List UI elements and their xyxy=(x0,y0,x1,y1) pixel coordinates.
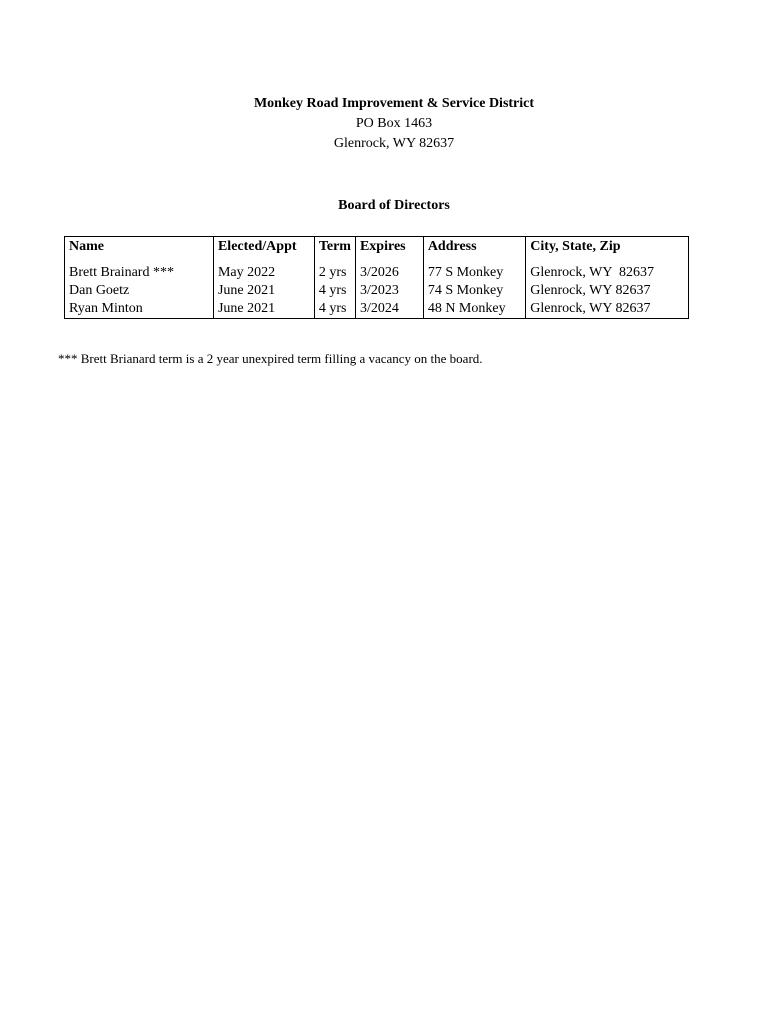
cell-term: 2 yrs xyxy=(314,264,355,282)
cell-city: Glenrock, WY 82637 xyxy=(526,300,689,319)
cell-elected: May 2022 xyxy=(213,264,314,282)
po-box: PO Box 1463 xyxy=(355,116,433,131)
cell-city: Glenrock, WY 82637 xyxy=(526,264,689,282)
organization-name: Monkey Road Improvement & Service District xyxy=(253,96,535,111)
column-header: Elected/Appt xyxy=(213,237,314,265)
table-header-row xyxy=(65,237,689,265)
cell-address: 48 N Monkey xyxy=(423,300,525,319)
section-title: Board of Directors xyxy=(338,198,450,213)
table-row xyxy=(65,264,689,282)
column-header: Address xyxy=(423,237,525,265)
cell-elected: June 2021 xyxy=(213,282,314,300)
cell-name: Ryan Minton xyxy=(65,300,214,319)
cell-expires: 3/2026 xyxy=(355,264,423,282)
column-header: City, State, Zip xyxy=(526,237,689,265)
cell-address: 77 S Monkey xyxy=(423,264,525,282)
cell-expires: 3/2024 xyxy=(355,300,423,319)
cell-city: Glenrock, WY 82637 xyxy=(526,282,689,300)
cell-elected: June 2021 xyxy=(213,300,314,319)
column-header: Expires xyxy=(355,237,423,265)
cell-name: Dan Goetz xyxy=(65,282,214,300)
cell-address: 74 S Monkey xyxy=(423,282,525,300)
footnote: *** Brett Brianard term is a 2 year unexpired term filling a vacancy on the board. xyxy=(58,351,483,366)
cell-term: 4 yrs xyxy=(314,282,355,300)
column-header: Name xyxy=(65,237,214,265)
city-state-zip: Glenrock, WY 82637 xyxy=(333,136,455,151)
column-header: Term xyxy=(314,237,355,265)
letterhead xyxy=(0,94,770,154)
table-row xyxy=(65,282,689,300)
cell-expires: 3/2023 xyxy=(355,282,423,300)
cell-name: Brett Brainard *** xyxy=(65,264,214,282)
board-table xyxy=(64,236,689,319)
cell-term: 4 yrs xyxy=(314,300,355,319)
table-row xyxy=(65,300,689,319)
